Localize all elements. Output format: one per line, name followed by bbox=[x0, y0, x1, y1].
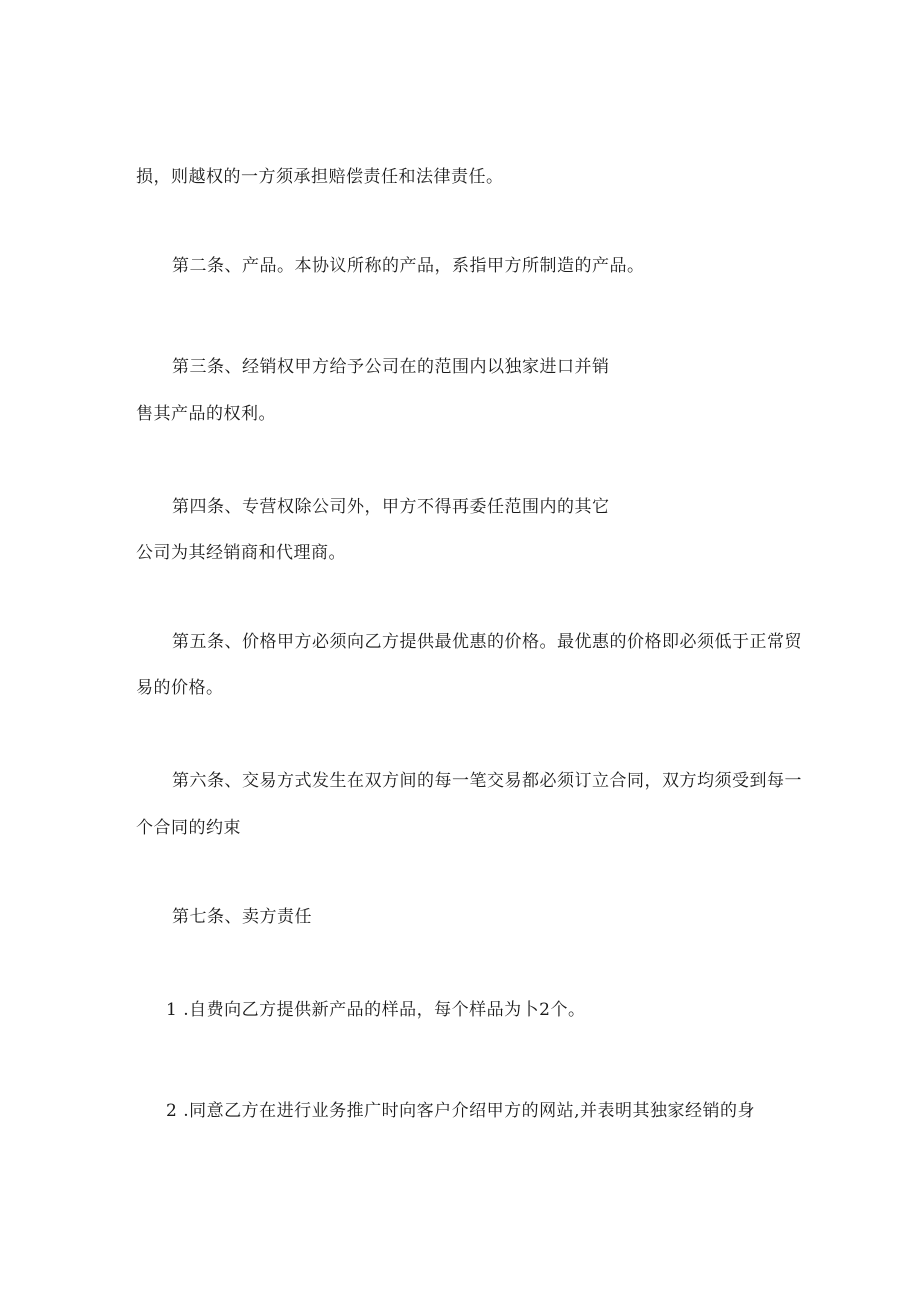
article-4-continuation: 公司为其经销商和代理商。 bbox=[136, 543, 346, 563]
article-6-line: 第六条、交易方式发生在双方间的每一笔交易都必须订立合同，双方均须受到每一 bbox=[172, 771, 802, 791]
article-5-continuation: 易的价格。 bbox=[136, 678, 224, 698]
article-5-line: 第五条、价格甲方必须向乙方提供最优惠的价格。最优惠的价格即必须低于正常贸 bbox=[172, 632, 802, 652]
article-4-line: 第四条、专营权除公司外，甲方不得再委任范围内的其它 bbox=[172, 497, 610, 517]
article-3-continuation: 售其产品的权利。 bbox=[136, 404, 276, 424]
list-item-1: 1 .自费向乙方提供新产品的样品，每个样品为卜2个。 bbox=[166, 1000, 586, 1020]
article-2-line: 第二条、产品。本协议所称的产品，系指甲方所制造的产品。 bbox=[172, 256, 645, 276]
paragraph-line: 损，则越权的一方须承担赔偿责任和法律责任。 bbox=[136, 167, 504, 187]
article-7-heading: 第七条、卖方责任 bbox=[172, 907, 312, 927]
article-6-continuation: 个合同的约束 bbox=[136, 818, 241, 838]
list-item-2: 2 .同意乙方在进行业务推广时向客户介绍甲方的网站,并表明其独家经销的身 bbox=[166, 1101, 756, 1121]
article-3-line: 第三条、经销权甲方给予公司在的范围内以独家进口并销 bbox=[172, 357, 610, 377]
